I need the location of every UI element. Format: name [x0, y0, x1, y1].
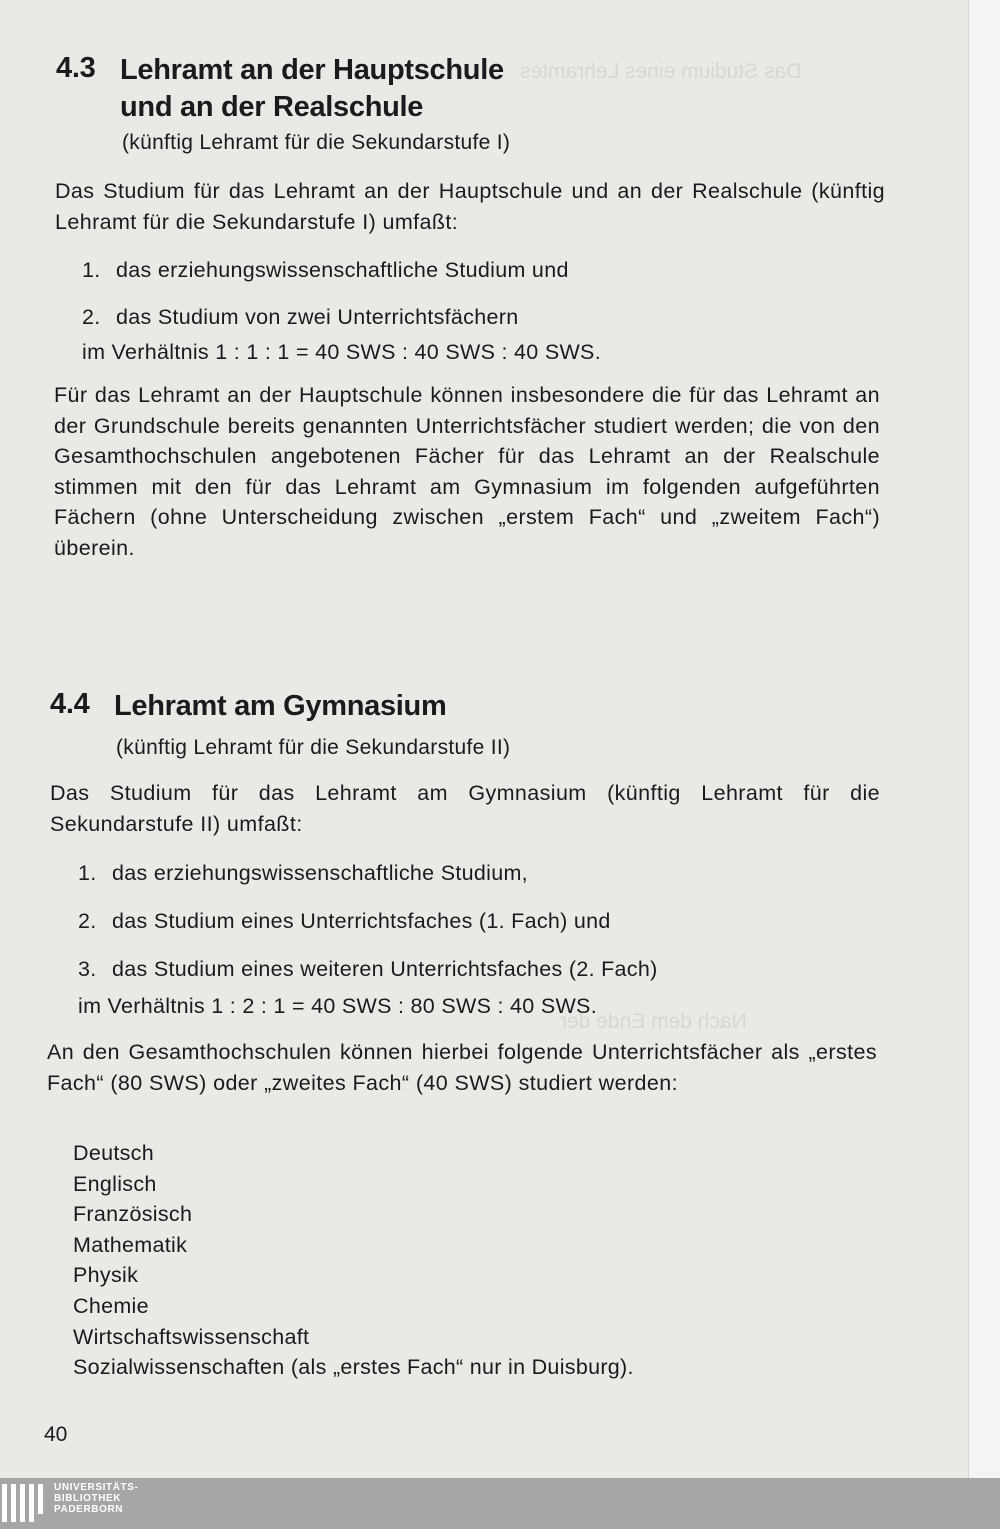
list-number: 1. — [78, 861, 97, 885]
subject-item: Englisch — [73, 1171, 157, 1196]
list-text: das erziehungswissenschaftliche Studium und — [116, 258, 569, 282]
section-intro: Das Studium für das Lehramt an der Hauptschule und an der Realschule (künftig Lehramt für die Sekundarstufe I) umfaßt: — [55, 179, 885, 234]
ratio-line: im Verhältnis 1 : 2 : 1 = 40 SWS : 80 SWS : 40 SWS. — [78, 994, 597, 1018]
ratio-line: im Verhältnis 1 : 1 : 1 = 40 SWS : 40 SWS : 40 SWS. — [82, 340, 601, 364]
list-item — [82, 258, 569, 283]
section-subtitle: (künftig Lehramt für die Sekundarstufe II) — [116, 736, 511, 759]
show-through-text: Nach dem Ende der — [560, 1010, 747, 1033]
section-title: Lehramt am Gymnasium — [114, 690, 447, 722]
show-through-text: Das Studium eines Lehramtes — [520, 60, 802, 83]
section-number: 4.3 — [56, 52, 96, 84]
section-paragraph: An den Gesamthochschulen können hierbei folgende Unterrichtsfächer als „erstes Fach“ (80 SWS) oder „zweites Fach“ (40 SWS) studiert werden: — [47, 1040, 877, 1095]
list-number: 2. — [82, 305, 101, 329]
list-number: 2. — [78, 909, 97, 933]
page-edge — [968, 0, 1000, 1478]
list-item — [78, 957, 658, 982]
subject-item: Physik — [73, 1263, 139, 1288]
library-logo-icon — [2, 1484, 44, 1522]
section-paragraph: Für das Lehramt an der Hauptschule können insbesondere die für das Lehramt an der Grundschule bereits genannten Unterrichtsfächer studiert werden; die von den Gesamthochschulen angebotenen Fächer für das Lehramt an der Realschule stimmen mit den für das Lehramt am Gymnasium im folgenden aufgeführten Fächern (ohne Unterscheidung zwischen „erstem Fach“ und „zweitem Fach“) überein. — [54, 383, 880, 560]
subject-item: Mathematik — [73, 1232, 188, 1257]
library-footer — [0, 1478, 1000, 1529]
list-item — [78, 909, 611, 934]
subject-item: Französisch — [73, 1202, 193, 1227]
subject-item: Deutsch — [73, 1141, 154, 1165]
list-text: das Studium von zwei Unterrichtsfächern — [116, 305, 519, 329]
list-item — [82, 305, 518, 330]
section-number: 4.4 — [50, 688, 90, 720]
subject-item: Wirtschaftswissenschaft — [73, 1324, 310, 1349]
subject-item: Chemie — [73, 1293, 149, 1318]
list-text: das Studium eines Unterrichtsfaches (1. Fach) und — [112, 909, 611, 933]
section-title-line2: und an der Realschule — [120, 91, 424, 123]
subject-item: Sozialwissenschaften (als „erstes Fach“ nur in Duisburg). — [73, 1355, 634, 1380]
list-number: 1. — [82, 258, 101, 282]
list-item — [78, 861, 528, 886]
list-number: 3. — [78, 957, 97, 981]
page-number: 40 — [44, 1423, 68, 1446]
section-subtitle: (künftig Lehramt für die Sekundarstufe I) — [122, 131, 511, 154]
section-title-line1: Lehramt an der Hauptschule — [120, 54, 504, 86]
list-text: das Studium eines weiteren Unterrichtsfaches (2. Fach) — [112, 957, 658, 981]
section-intro: Das Studium für das Lehramt am Gymnasium (künftig Lehramt für die Sekundarstufe II) umfaßt: — [50, 781, 880, 836]
subject-list — [73, 1138, 634, 1383]
list-text: das erziehungswissenschaftliche Studium, — [112, 861, 528, 885]
library-logo-text: UNIVERSITÄTS- BIBLIOTHEK PADERBORN — [54, 1482, 139, 1515]
